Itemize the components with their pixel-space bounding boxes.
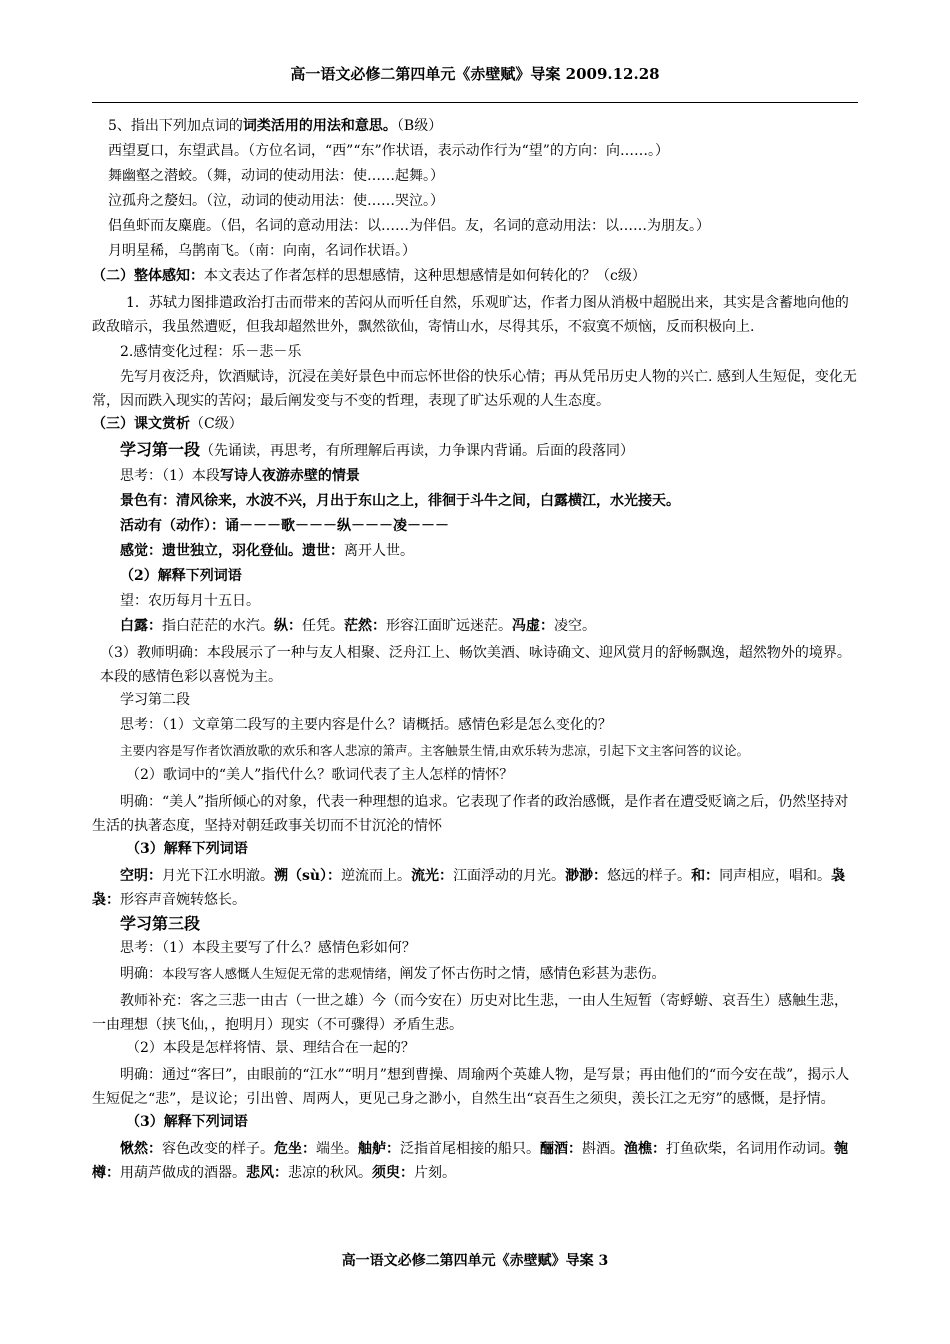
seg1-glossary — [92, 616, 860, 637]
gloss-word: 茫然： — [344, 618, 386, 634]
seg3-glossary — [92, 1137, 860, 1185]
seg1-teacher: （3）教师明确：本段展示了一种与友人相聚、泛舟江上、畅饮美酒、咏诗确文、迎风赏月的舒畅飘逸，超然物外的境界。本段的感情色彩以喜悦为主。 — [100, 645, 851, 685]
seg1-explain-heading: （2）解释下列词语 — [120, 568, 242, 584]
gloss-word: 空明： — [120, 868, 162, 884]
part3-head: （三）课文赏析 — [92, 416, 190, 432]
part2-heading — [92, 266, 860, 287]
seg3-title: 学习第三段 — [120, 914, 201, 933]
seg3-explain-heading: （3）解释下列词语 — [126, 1114, 248, 1130]
seg1-think-bold: 写诗人夜游赤壁的情景 — [219, 468, 360, 484]
seg1-activity: 活动有（动作）：诵－－－歌－－－纵－－－凌－－－ — [120, 518, 449, 534]
gloss-def: 指白茫茫的水汽。 — [162, 618, 274, 634]
seg1-scene: 景色有：清风徐来，水波不兴，月出于东山之上，徘徊于斗牛之间，白露横江，水光接天。 — [120, 493, 680, 509]
seg1-feel — [92, 541, 860, 562]
seg1-title: 学习第一段 — [120, 440, 201, 459]
page-header: 高一语文必修二第四单元《赤壁赋》导案 2009.12.28 — [290, 65, 660, 83]
gloss-word: 渔樵： — [624, 1141, 666, 1157]
seg2-a1: 主要内容是写作者饮酒放歌的欢乐和客人悲凉的箫声。主客触景生情,由欢乐转为悲凉，引起下文主客问答的议论。 — [120, 743, 749, 758]
seg1-think — [92, 466, 860, 487]
part2-p1 — [92, 291, 860, 339]
gloss-def: 打鱼砍柴，名词用作动词。 — [666, 1141, 834, 1157]
gloss-def: 用葫芦做成的酒器。 — [120, 1165, 246, 1181]
page-footer: 高一语文必修二第四单元《赤壁赋》导案 3 — [341, 1253, 609, 1269]
part2-p3-text: 先写月夜泛舟，饮酒赋诗，沉浸在美好景色中而忘怀世俗的快乐心情；再从凭吊历史人物的兴亡. 感到人生短促，变化无常，因而跌入现实的苦闷；最后阐发变与不变的哲理，表现了旷达乐观的人生态度。 — [92, 369, 857, 409]
part2-p2: 2.感情变化过程：乐－悲－乐 — [120, 344, 302, 360]
gloss-def: 容色改变的样子。 — [162, 1141, 274, 1157]
part3-heading — [92, 414, 860, 435]
gloss-word: 冯虚： — [512, 618, 554, 634]
gloss-word: 纵： — [274, 618, 302, 634]
part3-level: （C级） — [190, 416, 243, 432]
gloss-word: 白露： — [120, 618, 162, 634]
s5-item: 舞幽壑之潜蛟。（舞，动词的使动用法：使……起舞。） — [108, 168, 444, 184]
gloss-def: 端坐。 — [316, 1141, 358, 1157]
gloss-def: 逆流而上。 — [341, 868, 412, 884]
gloss-word: 酾酒： — [540, 1141, 582, 1157]
seg2-explain-heading: （3）解释下列词语 — [126, 841, 248, 857]
header-rule — [92, 102, 858, 103]
gloss-word: 溯（sù）： — [274, 868, 342, 884]
seg2-a2-text: 明确：“美人”指所倾心的对象，代表一种理想的追求。它表现了作者的政治感慨，是作者在遭受贬谪之后，仍然坚持对生活的执著态度，坚持对朝廷政事关切而不甘沉沦的情怀 — [92, 794, 849, 834]
gloss-word: 悲风： — [246, 1165, 288, 1181]
gloss-def: 泛指首尾相接的船只。 — [400, 1141, 540, 1157]
seg3-supplement-text: 教师补充：客之三悲一由古（一世之雄）今（而今安在）历史对比生悲，一由人生短暂（寄蜉蝣、哀吾生）感触生悲，一由理想（挟飞仙，，抱明月）现实（不可骤得）矛盾生悲。 — [92, 993, 848, 1033]
s5-item: 侣鱼虾而友麋鹿。（侣，名词的意动用法：以……为伴侣。友，名词的意动用法：以……为朋友。） — [108, 218, 710, 234]
gloss-def: 凌空。 — [554, 618, 596, 634]
gloss-def: 悠远的样子。 — [607, 868, 692, 884]
s5-pre: 5、指出下列加点词的 — [108, 118, 243, 134]
part2-question: 本文表达了作者怎样的思想感情，这种思想感情是如何转化的？（c级） — [204, 268, 646, 284]
gloss-word: 舳舻： — [358, 1141, 400, 1157]
gloss-def: 斟酒。 — [582, 1141, 624, 1157]
seg1-think-pre: 思考：（1）本段 — [120, 468, 220, 484]
gloss-word: 流光： — [411, 868, 454, 884]
gloss-def: 悲凉的秋风。 — [288, 1165, 372, 1181]
s5-item: 西望夏口，东望武昌。（方位名词，“西”“东”作状语，表示动作行为“望”的方向：向……。） — [108, 143, 669, 159]
seg3-a1 — [92, 963, 860, 985]
seg3-q1: 思考：（1）本段主要写了什么？感情色彩如何？ — [120, 940, 416, 956]
seg2-q2: （2）歌词中的“美人”指代什么？歌词代表了主人怎样的情怀？ — [126, 767, 514, 783]
s5-level: （B级） — [396, 118, 443, 134]
seg3-a1-rest: 阐发了怀古伤时之情，感情色彩甚为悲伤。 — [399, 966, 666, 982]
seg3-a1-pre: 明确： — [120, 966, 162, 982]
seg2-glossary — [92, 864, 860, 912]
seg2-q1: 思考：（1）文章第二段写的主要内容是什么？请概括。感情色彩是怎么变化的？ — [120, 717, 612, 733]
s5-bold: 词类活用的用法和意思。 — [242, 118, 397, 134]
gloss-def: 江面浮动的月光。 — [453, 868, 566, 884]
seg3-a2 — [92, 1063, 860, 1111]
gloss-def: 同声相应，唱和。 — [719, 868, 832, 884]
gloss-def: 片刻。 — [414, 1165, 456, 1181]
seg1-title-line — [92, 439, 860, 462]
s5-item: 月明星稀，乌鹊南飞。（南：向南，名词作状语。） — [108, 243, 416, 259]
seg2-a2 — [92, 790, 860, 838]
part2-head: （二）整体感知： — [92, 268, 204, 284]
part2-p3 — [92, 365, 860, 413]
seg1-feel-bold: 感觉：遗世独立，羽化登仙。遗世： — [120, 543, 344, 559]
gloss-word: 须臾： — [372, 1165, 414, 1181]
seg2-title: 学习第二段 — [120, 692, 190, 708]
seg1-note: （先诵读，再思考，有所理解后再读，力争课内背诵。后面的段落同） — [200, 443, 635, 459]
gloss-def: 任凭。 — [302, 618, 344, 634]
seg3-supplement — [92, 989, 860, 1037]
gloss-def: 形容声音婉转悠长。 — [120, 892, 246, 908]
seg1-wang: 望：农历每月十五日。 — [120, 593, 260, 609]
gloss-word: 和： — [691, 868, 720, 884]
gloss-word: 愀然： — [120, 1141, 162, 1157]
seg3-a2-text: 明确：通过“客曰”，由眼前的“江水”“明月”想到曹操、周瑜两个英雄人物，是写景；再由他们的“而今安在哉”，揭示人生短促之“悲”，是议论；引出曾、周两人，更见己身之渺小，自然生出“哀吾生之须臾，羡长江之无穷”的感慨，是抒情。 — [92, 1067, 850, 1107]
s5-item: 泣孤舟之嫠妇。（泣，动词的使动用法：使……哭泣。） — [108, 193, 444, 209]
gloss-word: 渺渺： — [565, 868, 608, 884]
seg1-feel-rest: 离开人世。 — [344, 543, 414, 559]
document-body — [92, 116, 860, 1186]
part2-p1-text: 1．苏轼力图排遣政治打击而带来的苦闷从而听任自然，乐观旷达，作者力图从消极中超脱出来，其实是含蓄地向他的政敌暗示，我虽然遭贬，但我却超然世外，飘然欲仙，寄情山水，尽得其乐，不寂寞不烦恼，反而积极向上. — [92, 295, 849, 335]
gloss-word: 袅袅： — [92, 868, 846, 908]
gloss-word: 匏樽： — [92, 1141, 848, 1181]
gloss-word: 危坐： — [274, 1141, 316, 1157]
section-5-heading — [92, 116, 860, 137]
gloss-def: 月光下江水明澈。 — [162, 868, 274, 884]
seg3-a1-small: 本段写客人感慨人生短促无常的悲观情绪， — [162, 966, 400, 981]
gloss-def: 形容江面旷远迷茫。 — [386, 618, 512, 634]
seg3-q2: （2）本段是怎样将情、景、理结合在一起的？ — [126, 1040, 415, 1056]
